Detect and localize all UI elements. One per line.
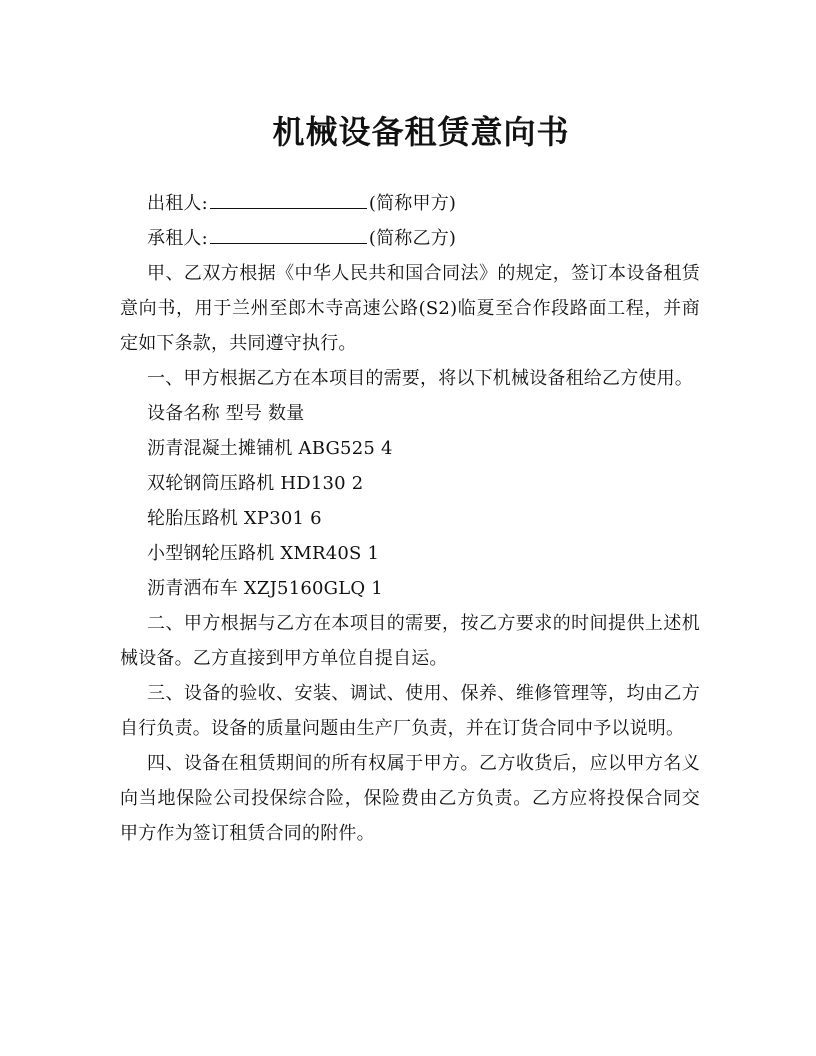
clause-3: 三、设备的验收、安装、调试、使用、保养、维修管理等，均由乙方自行负责。设备的质量问题由生产厂负责，并在订货合同中予以说明。 [120, 683, 700, 739]
equipment-item: 沥青洒布车 XZJ5160GLQ 1 [147, 578, 383, 599]
lessor-line [120, 186, 700, 221]
intro-paragraph: 甲、乙双方根据《中华人民共和国合同法》的规定，签订本设备租赁意向书，用于兰州至郎木寺高速公路(S2)临夏至合作段路面工程，并商定如下条款，共同遵守执行。 [120, 263, 700, 354]
clause-4: 四、设备在租赁期间的所有权属于甲方。乙方收货后，应以甲方名义向当地保险公司投保综合险，保险费由乙方负责。乙方应将投保合同交甲方作为签订租赁合同的附件。 [120, 753, 700, 844]
document-body [120, 186, 700, 851]
lessor-label: 出租人: [147, 193, 208, 214]
clause-2: 二、甲方根据与乙方在本项目的需要，按乙方要求的时间提供上述机械设备。乙方直接到甲方单位自提自运。 [120, 613, 700, 669]
document-title: 机械设备租赁意向书 [272, 113, 570, 151]
equipment-item: 小型钢轮压路机 XMR40S 1 [147, 543, 380, 564]
lessee-label: 承租人: [147, 228, 208, 249]
lessor-suffix: (简称甲方) [368, 193, 457, 214]
equipment-header: 设备名称 型号 数量 [147, 403, 305, 424]
equipment-item: 轮胎压路机 XP301 6 [147, 508, 322, 529]
lessee-line [120, 221, 700, 256]
equipment-item: 双轮钢筒压路机 HD130 2 [147, 473, 364, 494]
lessee-suffix: (简称乙方) [368, 228, 457, 249]
lessor-blank-field [210, 188, 367, 209]
equipment-item: 沥青混凝土摊铺机 ABG525 4 [147, 438, 393, 459]
clause-1: 一、甲方根据乙方在本项目的需要，将以下机械设备租给乙方使用。 [147, 368, 693, 389]
lessee-blank-field [210, 223, 367, 244]
